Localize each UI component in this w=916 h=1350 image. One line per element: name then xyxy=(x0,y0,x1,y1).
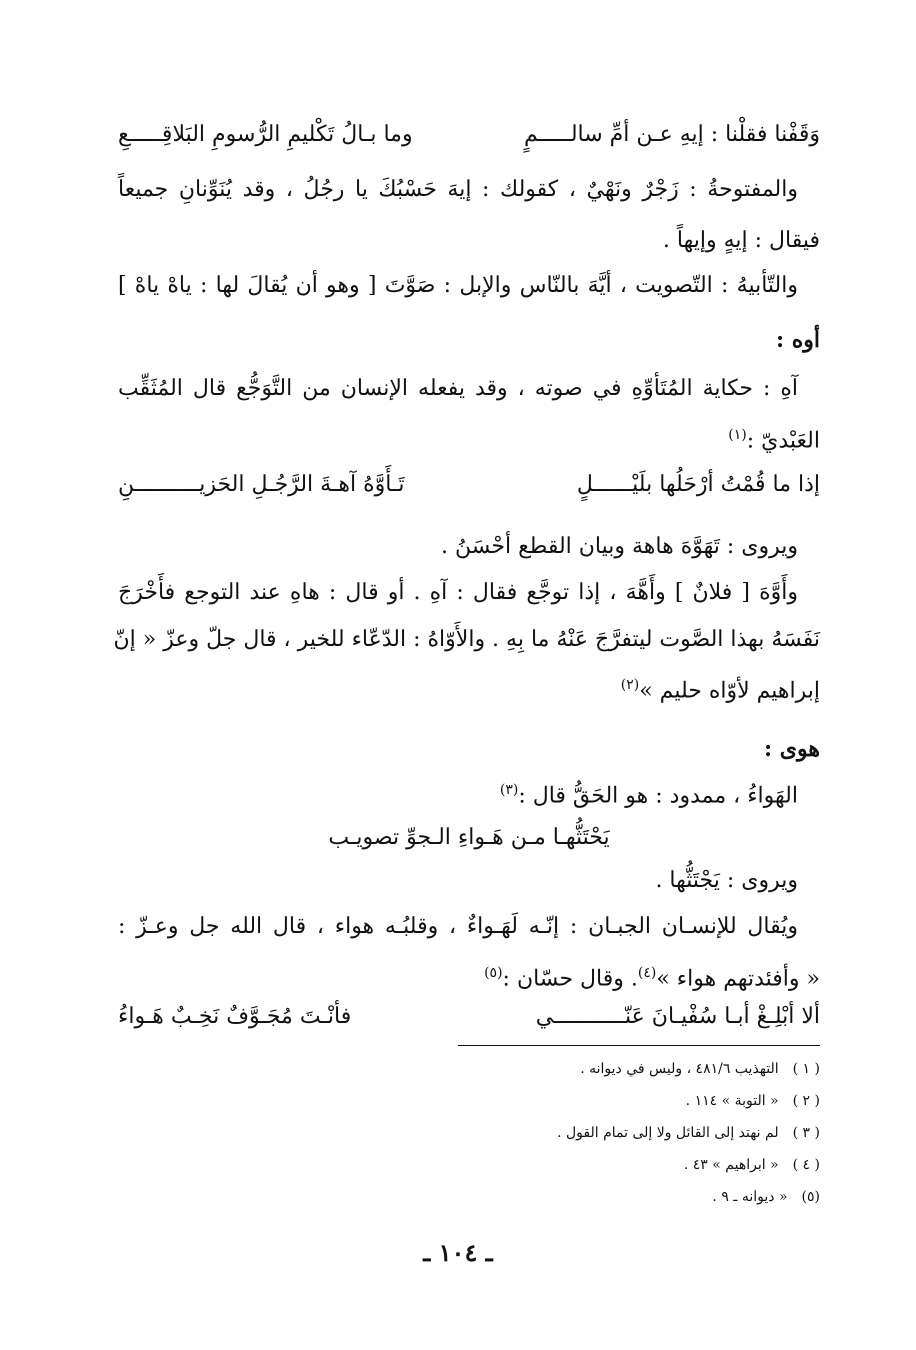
footnote-marker: (٢) xyxy=(620,677,640,693)
paragraph-line xyxy=(118,775,798,811)
footnote-marker: (٤) xyxy=(637,965,657,981)
verse-2-first-hemistich: إذا ما قُمْتُ أرْحَلُها بلَيْــــــلٍ xyxy=(576,472,820,497)
footnote-text: « التوبة » ١١٤ . xyxy=(685,1093,779,1109)
paragraph-line: والتّأبيهُ : التّصويت ، أيَّهَ بالنّاس والإبل : صَوَّتَ [ وهو أن يُقالَ لها : ياهْ ياهْ ] xyxy=(118,273,798,298)
footnote-marker: (١) xyxy=(728,427,747,443)
paragraph-text: . وقال حسّان : xyxy=(502,966,638,992)
verse-1 xyxy=(118,118,820,152)
verse-2 xyxy=(118,468,820,502)
paragraph-line xyxy=(118,670,820,706)
footnote-4 xyxy=(420,1154,820,1176)
paragraph-line: ويروى : يَجْتَثُّها . xyxy=(655,868,798,893)
paragraph-line: ويُقال للإنسـان الجبـان : إنّـه لَهَـواءٌ ، وقلبُـه هواء ، قال الله جل وعـزّ : xyxy=(118,914,799,939)
paragraph-line xyxy=(118,958,820,994)
verse-2-second-hemistich: تَـأَوَّهُ آهـةَ الرَّجُـلِ الحَزيــــــــــنِ xyxy=(118,472,405,497)
footnote-text: « ديوانه ـ ٩ . xyxy=(712,1189,788,1205)
footnote-marker: (٣) xyxy=(499,782,519,798)
paragraph-text: الهَواءُ ، ممدود : هو الحَقُّ قال : xyxy=(518,783,798,809)
page-number: ـ ١٠٤ ـ xyxy=(423,1238,493,1267)
footnote-number: ( ٤ ) xyxy=(792,1157,820,1173)
footnote-number: (٥) xyxy=(801,1189,820,1205)
verse-4-first-hemistich: ألا أبْلِـغْ أبـا سُفْيـانَ عَنّـــــــــــي xyxy=(535,1004,820,1029)
verse-4 xyxy=(118,1000,820,1034)
paragraph-line: فيقال : إيهٍ وإيهاً . xyxy=(662,228,820,253)
verse-1-second-hemistich: وما بـالُ تَكْليمِ الرُّسومِ البَلاقِـــــعِ xyxy=(118,122,413,147)
paragraph-line: وأَوَّهَ [ فلانٌ ] وأَهَّهَ ، إذا توجَّع فقال : آهِ . أو قال : هاهِ عند التوجع فأَخْرَجَ xyxy=(118,580,798,605)
footnote-text: « ابراهيم » ٤٣ . xyxy=(683,1157,779,1173)
footnote-text: لم نهتد إلى القائل ولا إلى تمام القول . xyxy=(557,1125,779,1141)
footnote-3 xyxy=(420,1122,820,1144)
footnote-marker: (٥) xyxy=(484,965,503,981)
footnote-2 xyxy=(420,1090,820,1112)
paragraph-text: العَبْديّ : xyxy=(746,428,820,454)
paragraph-text: إبراهيم لأوّاه حليم » xyxy=(639,678,820,704)
verse-3-hemistich: يَحْتَثُّهـا مـن هَـواءِ الـجوِّ تصويـب xyxy=(328,825,610,850)
footnote-number: ( ٢ ) xyxy=(792,1093,820,1109)
footnote-5 xyxy=(420,1186,820,1208)
footnote-number: ( ٣ ) xyxy=(792,1125,820,1141)
paragraph-line: نَفَسَهُ بهذا الصَّوت ليتفرَّجَ عَنْهُ ما بِهِ . والأَوّاهُ : الدّعّاء للخير ، قال جلّ وعزّ « إنّ xyxy=(113,627,820,652)
paragraph-line: ويروى : تَهَوَّهَ هاهة وبيان القطع أحْسَنُ . xyxy=(441,534,798,559)
paragraph-line xyxy=(118,420,820,456)
paragraph-line: والمفتوحةُ : زَجْرٌ ونَهْيٌ ، كقولك : إيهَ حَسْبُكَ يا رجُلُ ، وقد يُنَوِّنانِ جميعاً xyxy=(118,177,798,202)
section-heading-hwy: هوى : xyxy=(764,736,820,762)
footnote-number: ( ١ ) xyxy=(792,1061,820,1077)
paragraph-text: « وأفئدتهم هواء » xyxy=(656,966,820,992)
footnote-text: التهذيب ٤٨١/٦ ، وليس في ديوانه . xyxy=(580,1061,779,1077)
footnote-divider xyxy=(458,1045,820,1046)
section-heading-awh: أوه : xyxy=(775,327,820,353)
verse-1-first-hemistich: وَقَفْنا فقلْنا : إيهِ عـن أمِّ سالـــــمٍ xyxy=(523,122,820,147)
verse-4-second-hemistich: فأنْـتَ مُجَـوَّفٌ نَخِـبٌ هَـواءُ xyxy=(118,1004,352,1029)
footnote-1 xyxy=(420,1058,820,1080)
paragraph-line: آهِ : حكاية المُتَأوِّهِ في صوته ، وقد يفعله الإنسان من التَّوَجُّع قال المُثَقِّب xyxy=(118,376,798,401)
